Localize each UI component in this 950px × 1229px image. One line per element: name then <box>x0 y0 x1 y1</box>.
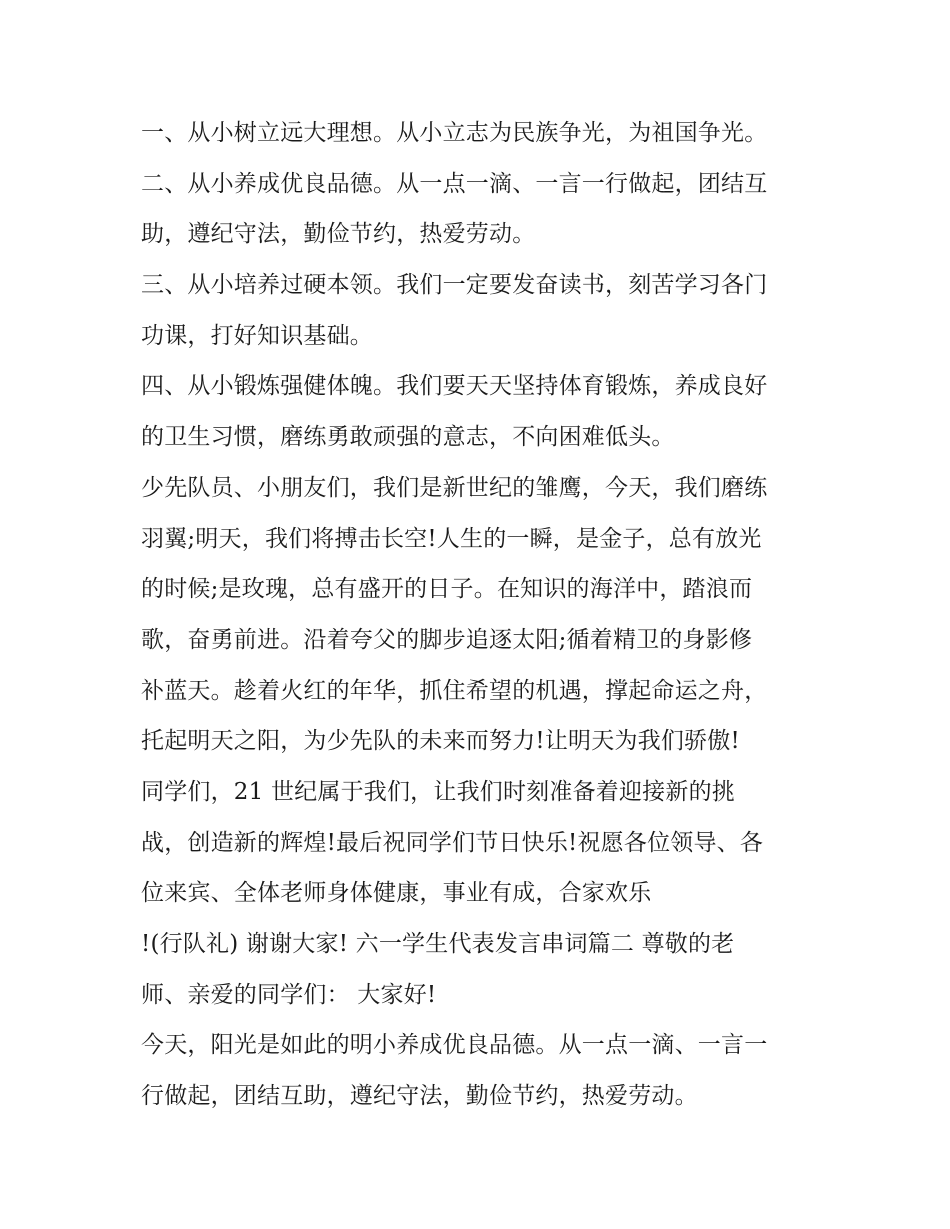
text-line: !(行队礼) 谢谢大家! 六一学生代表发言串词篇二 尊敬的老 <box>141 931 735 957</box>
text-line: 二、从小养成优良品德。从一点一滴、一言一行做起，团结互 <box>141 170 768 197</box>
text-line: 助，遵纪守法，勤俭节约，热爱劳动。 <box>141 221 536 248</box>
text-line: 四、从小锻炼强健体魄。我们要天天坚持体育锻炼，养成良好 <box>141 373 768 400</box>
text-line: 位来宾、全体老师身体健康，事业有成，合家欢乐 <box>141 880 652 907</box>
text-line: 行做起，团结互助，遵纪守法，勤俭节约，热爱劳动。 <box>141 1083 698 1110</box>
text-line: 一、从小树立远大理想。从小立志为民族争光，为祖国争光。 <box>141 120 768 146</box>
text-line: 战，创造新的辉煌!最后祝同学们节日快乐!祝愿各位领导、各 <box>141 829 764 856</box>
text-line: 少先队员、小朋友们，我们是新世纪的雏鹰，今天，我们磨练 <box>141 474 768 501</box>
document-body <box>141 108 821 1122</box>
text-line: 歌，奋勇前进。沿着夸父的脚步追逐太阳;循着精卫的身影修 <box>141 626 753 653</box>
text-line: 托起明天之阳，为少先队的未来而努力!让明天为我们骄傲! <box>141 728 740 755</box>
text-line: 羽翼;明天，我们将搏击长空!人生的一瞬，是金子，总有放光 <box>141 525 762 552</box>
text-line: 今天，阳光是如此的明小养成优良品德。从一点一滴、一言一 <box>141 1032 768 1059</box>
text-line: 补蓝天。趁着火红的年华，抓住希望的机遇，撑起命运之舟， <box>141 677 768 704</box>
text-line: 三、从小培养过硬本领。我们一定要发奋读书，刻苦学习各门 <box>141 272 768 299</box>
text-line: 同学们，21 世纪属于我们，让我们时刻准备着迎接新的挑 <box>141 778 735 805</box>
text-line: 的卫生习惯，磨练勇敢顽强的意志，不向困难低头。 <box>141 424 675 451</box>
text-line: 功课，打好知识基础。 <box>141 322 373 349</box>
text-line: 师、亲爱的同学们： 大家好! <box>141 981 437 1008</box>
text-line: 的时候;是玫瑰，总有盛开的日子。在知识的海洋中，踏浪而 <box>141 576 753 603</box>
